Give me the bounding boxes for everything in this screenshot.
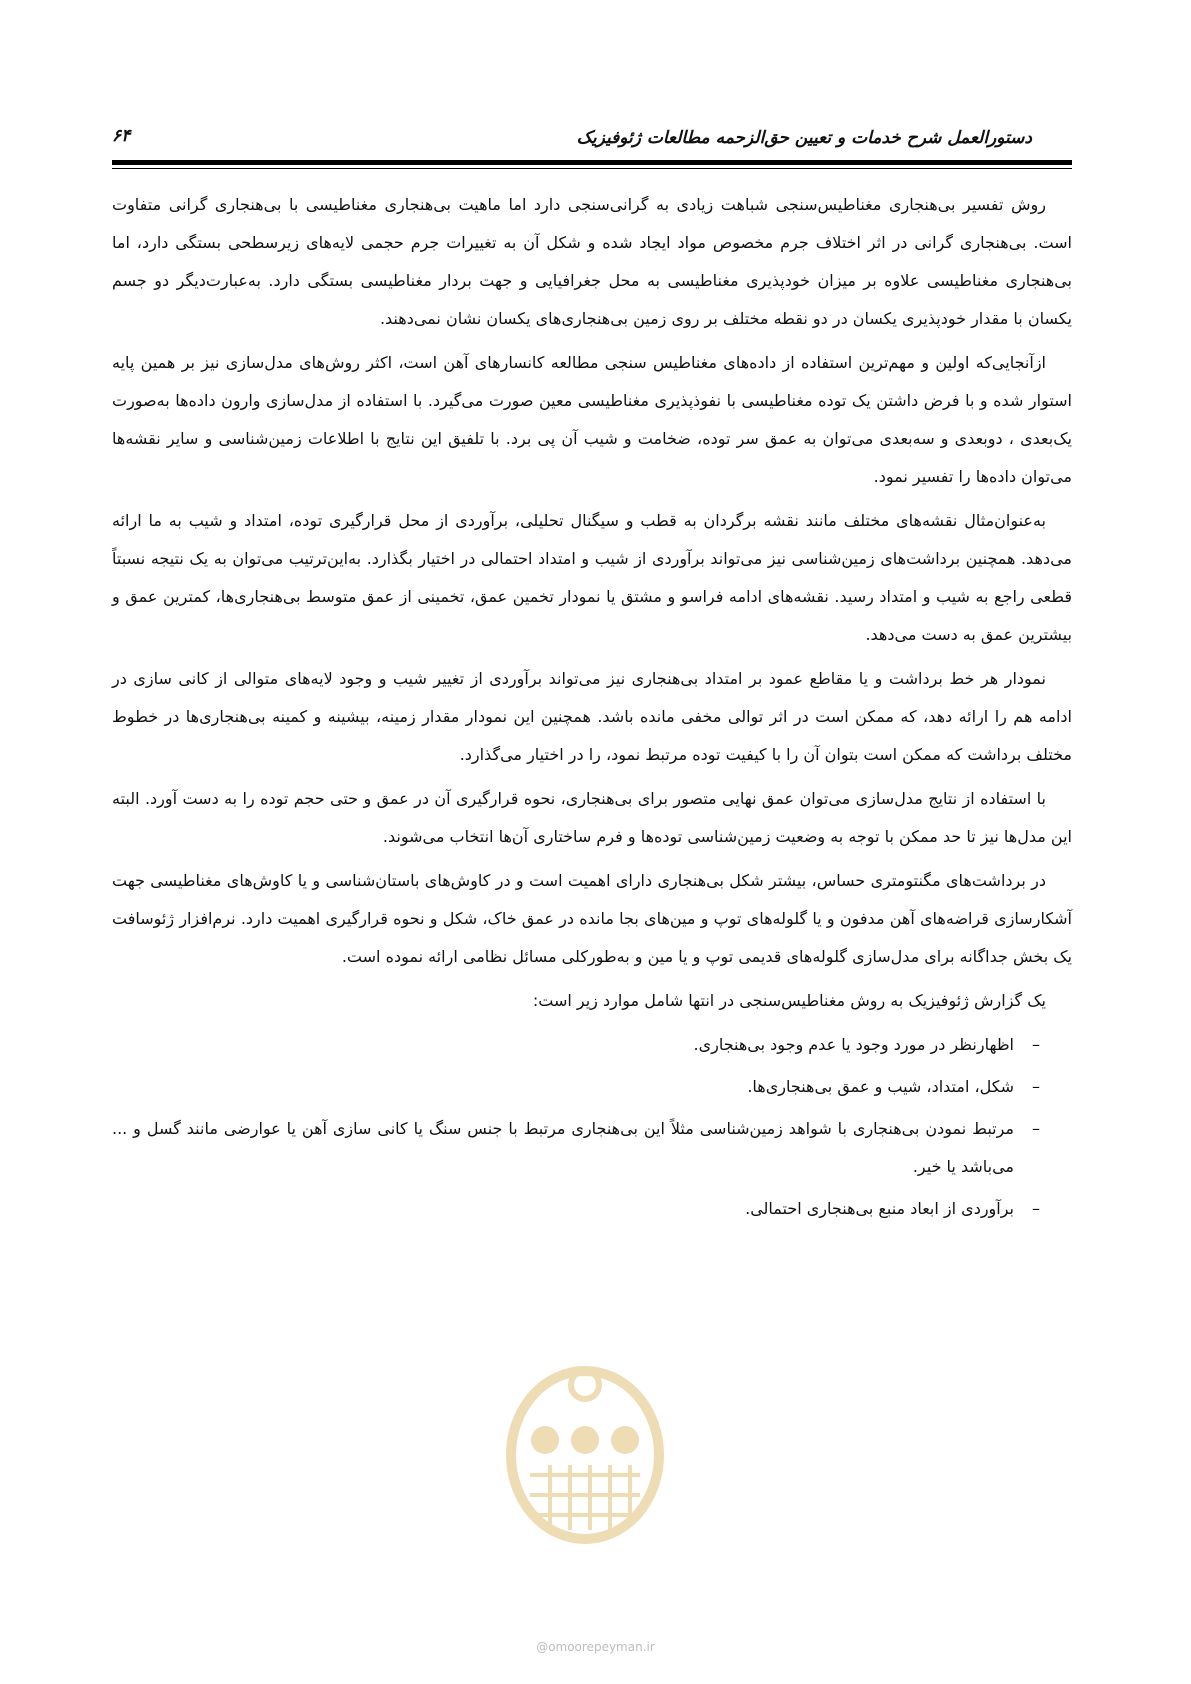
body-text [112, 186, 1072, 1232]
dash-bullet: – [1032, 1035, 1040, 1054]
document-title: دستورالعمل شرح خدمات و تعیین حق‌الزحمه مطالعات ژئوفیزیک [576, 128, 1032, 148]
page-header [112, 120, 1072, 150]
list-item: – برآوردی از ابعاد منبع بی‌هنجاری احتمالی. [112, 1190, 1040, 1228]
paragraph-profiles: نمودار هر خط برداشت و یا مقاطع عمود بر امتداد بی‌هنجاری نیز می‌تواند برآوردی از تغییر شیب و وجود لایه‌های متوالی از کانی سازی در ادامه هم را ارائه دهد، که ممکن است در اثر توالی مخفی مانده باشد. همچنین این نمودار مقدار زمینه، بیشینه و کمینه بی‌هنجاری‌ها در خطوط مختلف برداشت که ممکن است بتوان آن را با کیفیت توده مرتبط نمود، را در اختیار می‌گذارد. [112, 669, 1072, 764]
report-items-list [112, 1026, 1072, 1228]
header-rule-thin [112, 168, 1072, 169]
dash-bullet: – [1032, 1199, 1040, 1218]
paragraph-maps: به‌عنوان‌مثال نقشه‌های مختلف مانند نقشه برگردان به قطب و سیگنال تحلیلی، برآوردی از محل قرارگیری توده، امتداد و شیب به ما ارائه می‌دهد. همچنین برداشت‌های زمین‌شناسی نیز می‌تواند برآوردی از شیب و امتداد احتمالی در اختیار بگذارد. به‌این‌ترتیب می‌توان به یک نتیجه نسبتاً قطعی راجع به شیب و امتداد رسید. نقشه‌های ادامه فراسو و مشتق یا نمودار تخمین عمق، تخمینی از عمق متوسط بی‌هنجاری‌ها، کمترین عمق و بیشترین عمق به دست می‌دهد. [112, 511, 1072, 644]
paragraph-report-intro: یک گزارش ژئوفیزیک به روش مغناطیس‌سنجی در انتها شامل موارد زیر است: [532, 991, 1046, 1010]
dash-bullet: – [1032, 1119, 1040, 1138]
list-item: – اظهارنظر در مورد وجود یا عدم وجود بی‌هنجاری. [112, 1026, 1040, 1064]
dash-bullet: – [1032, 1077, 1040, 1096]
watermark-logo [500, 1345, 670, 1545]
list-item: – شکل، امتداد، شیب و عمق بی‌هنجاری‌ها. [112, 1068, 1040, 1106]
page-number: ۶۴ [112, 126, 131, 146]
header-rule-thick [112, 160, 1072, 165]
paragraph-sensitive-surveys: در برداشت‌های مگنتومتری حساس، بیشتر شکل بی‌هنجاری دارای اهمیت است و در کاوش‌های باستان‌شناسی و یا کاوش‌های مغناطیسی جهت آشکارسازی قراضه‌های آهن مدفون و یا گلوله‌های توپ و مین‌های بجا مانده در عمق خاک، شکل و نحوه قرارگیری اهمیت دارد. نرم‌افزار ژئوسافت یک بخش جداگانه برای مدل‌سازی گلوله‌های قدیمی توپ و یا مین و به‌طورکلی مسائل نظامی ارائه نموده است. [112, 871, 1072, 966]
footer-watermark-link: @omoorepeyman.ir [536, 1640, 655, 1654]
paragraph-modeling: ازآنجایی‌که اولین و مهم‌ترین استفاده از داده‌های مغناطیس سنجی مطالعه کانسارهای آهن است، اکثر روش‌های مدل‌سازی نیز بر همین پایه استوار شده و با فرض داشتن یک توده مغناطیسی با نفوذپذیری مغناطیسی معین صورت می‌گیرد. با استفاده از مدل‌سازی وارون داده‌ها به‌صورت یک‌بعدی ، دوبعدی و سه‌بعدی می‌توان به عمق سر توده، ضخامت و شیب آن پی برد. با تلفیق این نتایج با اطلاعات زمین‌شناسی و سایر نقشه‌ها می‌توان داده‌ها را تفسیر نمود. [112, 353, 1072, 486]
list-item: – مرتبط نمودن بی‌هنجاری با شواهد زمین‌شناسی مثلاً این بی‌هنجاری مرتبط با جنس سنگ یا کانی سازی آهن یا عوارضی مانند گسل و ... می‌باشد یا خیر. [112, 1110, 1040, 1186]
paragraph-model-results: با استفاده از نتایج مدل‌سازی می‌توان عمق نهایی متصور برای بی‌هنجاری، نحوه قرارگیری آن در عمق و حتی حجم توده را به دست آورد. البته این مدل‌ها نیز تا حد ممکن با توجه به وضعیت زمین‌شناسی توده‌ها و فرم ساختاری آن‌ها انتخاب می‌شوند. [112, 789, 1072, 846]
paragraph-magnetic-vs-gravity: روش تفسیر بی‌هنجاری مغناطیس‌سنجی شباهت زیادی به گرانی‌سنجی دارد اما ماهیت بی‌هنجاری مغناطیسی با بی‌هنجاری گرانی متفاوت است. بی‌هنجاری گرانی در اثر اختلاف جرم مخصوص مواد ایجاد شده و شکل آن به تغییرات جرم حجمی لایه‌های زیرسطحی بستگی دارد، اما بی‌هنجاری مغناطیسی علاوه بر میزان خودپذیری مغناطیسی به محل جغرافیایی و جهت بردار مغناطیسی بستگی دارد. به‌عبارت‌دیگر دو جسم یکسان با مقدار خودپذیری یکسان در دو نقطه مختلف بر روی زمین بی‌هنجاری‌های یکسان نشان نمی‌دهند. [112, 195, 1072, 328]
